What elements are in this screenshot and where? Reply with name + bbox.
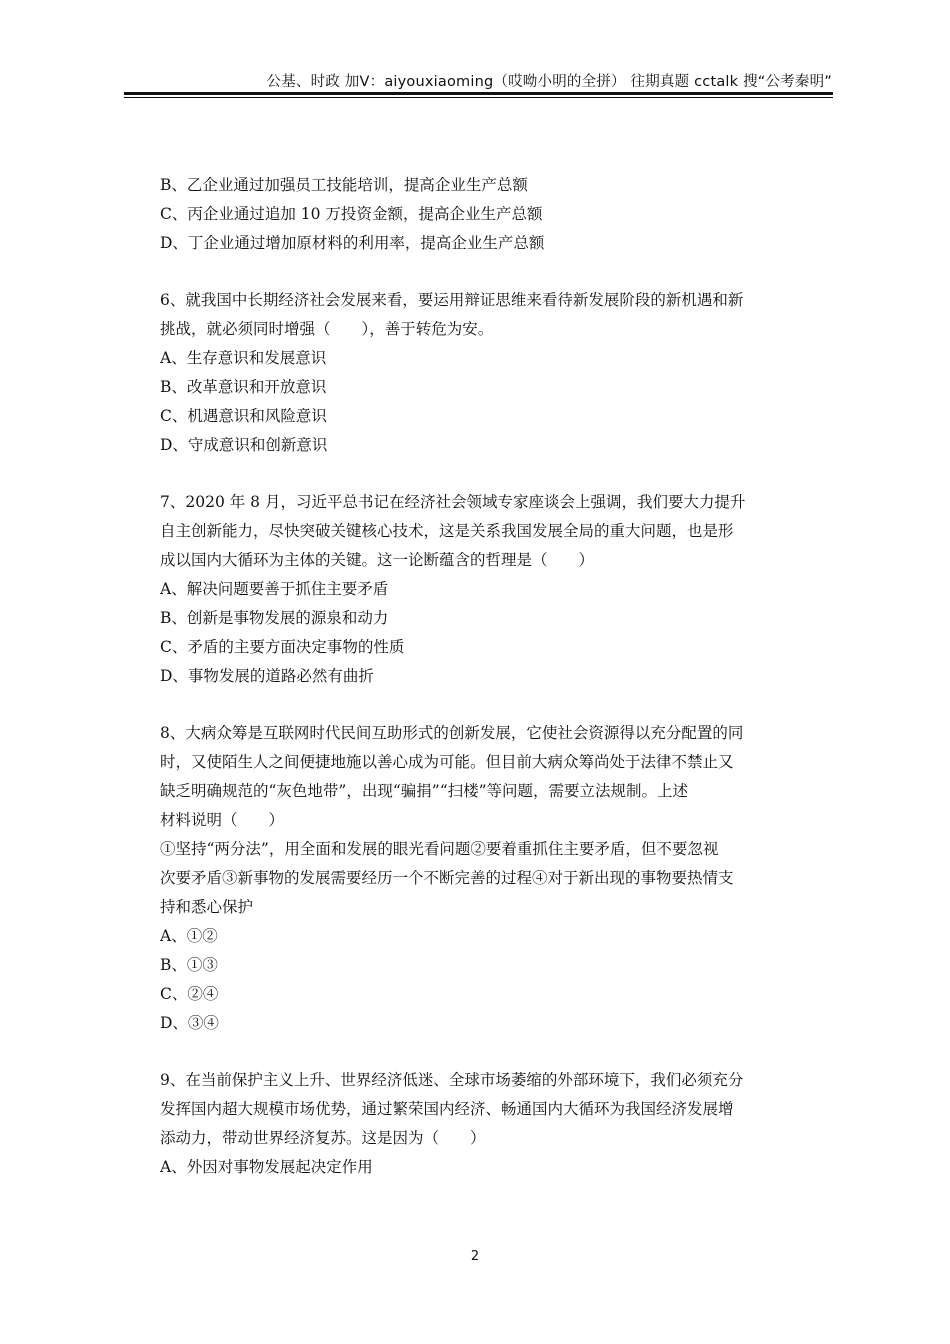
option-c: C、矛盾的主要方面决定事物的性质 [160,638,405,656]
option-d: D、③④ [160,1014,219,1032]
header-rule-thick [124,92,833,95]
option-d: D、丁企业通过增加原材料的利用率，提高企业生产总额 [160,234,545,252]
question-stem-line: 自主创新能力，尽快突破关键核心技术，这是关系我国发展全局的重大问题，也是形 [160,522,734,540]
option-a: A、解决问题要善于抓住主要矛盾 [160,580,389,598]
question-stem-line: 挑战，就必须同时增强（ ），善于转危为安。 [160,320,494,338]
question-stem-line: 发挥国内超大规模市场优势，通过繁荣国内经济、畅通国内大循环为我国经济发展增 [160,1100,734,1118]
question-stem-line: 6、就我国中长期经济社会发展来看，要运用辩证思维来看待新发展阶段的新机遇和新 [160,291,744,309]
question-stem-line: 次要矛盾③新事物的发展需要经历一个不断完善的过程④对于新出现的事物要热情支 [160,869,734,887]
option-c: C、②④ [160,985,219,1003]
page-header: 公基、时政 加V：aiyouxiaoming（哎呦小明的全拼） 往期真题 cctalk 搜“公考秦明” [266,74,832,90]
question-9 [160,1066,800,1182]
question-stem-line: 7、2020 年 8 月，习近平总书记在经济社会领域专家座谈会上强调，我们要大力提升 [160,493,746,511]
question-8 [160,719,800,1038]
question-6 [160,286,800,460]
option-c: C、机遇意识和风险意识 [160,407,327,425]
question-7 [160,488,800,691]
question-stem-line: 时，又使陌生人之间便捷地施以善心成为可能。但目前大病众筹尚处于法律不禁止又 [160,753,734,771]
header-rule-thin [124,97,833,98]
question-stem-line: 8、大病众筹是互联网时代民间互助形式的创新发展，它使社会资源得以充分配置的同 [160,724,744,742]
option-a: A、外因对事物发展起决定作用 [160,1158,373,1176]
option-a: A、①② [160,927,218,945]
page-number: 2 [470,1249,480,1264]
option-d: D、守成意识和创新意识 [160,436,328,454]
paragraph-gap [160,691,800,719]
question-stem-line: 添动力，带动世界经济复苏。这是因为（ ） [160,1129,486,1147]
option-b: B、①③ [160,956,218,974]
question-stem-line: ①坚持“两分法”，用全面和发展的眼光看问题②要着重抓住主要矛盾，但不要忽视 [160,840,719,858]
option-b: B、创新是事物发展的源泉和动力 [160,609,389,627]
option-b: B、乙企业通过加强员工技能培训，提高企业生产总额 [160,176,528,194]
paragraph-gap [160,1038,800,1066]
option-a: A、生存意识和发展意识 [160,349,327,367]
question-stem-line: 材料说明（ ） [160,811,285,829]
document-body [160,171,800,1182]
paragraph-gap [160,460,800,488]
question-stem-line: 持和悉心保护 [160,898,254,916]
option-b: B、改革意识和开放意识 [160,378,327,396]
option-c: C、丙企业通过追加 10 万投资金额，提高企业生产总额 [160,205,543,223]
question-stem-line: 9、在当前保护主义上升、世界经济低迷、全球市场萎缩的外部环境下，我们必须充分 [160,1071,744,1089]
option-d: D、事物发展的道路必然有曲折 [160,667,374,685]
question-stem-line: 缺乏明确规范的“灰色地带”，出现“骗捐”“扫楼”等问题，需要立法规制。上述 [160,782,689,800]
paragraph-gap [160,258,800,286]
question-stem-line: 成以国内大循环为主体的关键。这一论断蕴含的哲理是（ ） [160,551,595,569]
question-5-tail [160,171,800,258]
